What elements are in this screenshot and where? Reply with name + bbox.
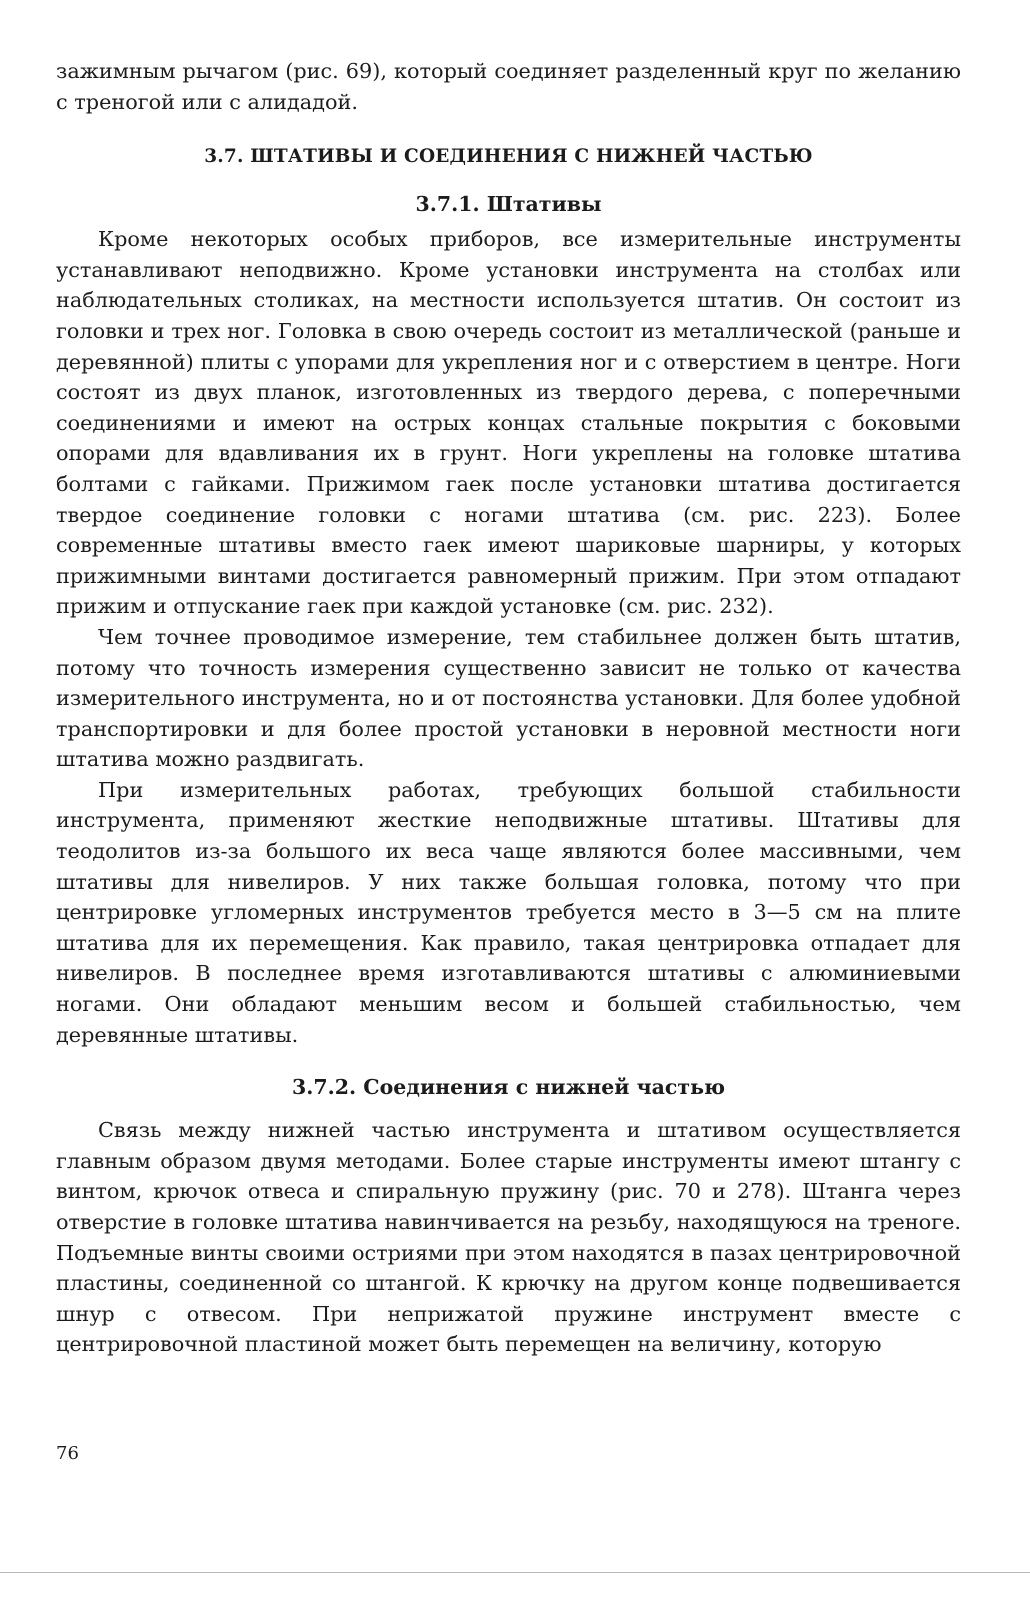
paragraph: Кроме некоторых особых приборов, все измерительные инструменты устанавливают неподвижно. Кроме установки инструмента на столбах или наблюдательных столиках, на местности используется штатив. Он состоит из головки и трех ног. Головка в свою очередь состоит из металлической (раньше и деревянной) плиты с упорами для укрепления ног и с отверстием в центре. Ноги состоят из двух планок, изготовленных из твердого дерева, с поперечными соединениями и имеют на острых концах стальные покрытия с боковыми опорами для вдавливания их в грунт. Ноги укреплены на головке штатива болтами с гайками. Прижимом гаек после установки штатива достигается твердое соединение головки с ногами штатива (см. рис. 223). Более современные штативы вместо гаек имеют шариковые шарниры, у которых прижимными винтами достигается равномерный прижим. При этом отпадают прижим и отпускание гаек при каждой установке (см. рис. 232). <box>56 227 961 619</box>
page-body <box>56 56 961 1360</box>
intro-paragraph: зажимным рычагом (рис. 69), который соединяет разделенный круг по желанию с треногой или с алидадой. <box>56 59 961 114</box>
page-number: 76 <box>56 1443 79 1464</box>
paragraph: Связь между нижней частью инструмента и штативом осуществляется главным образом двумя методами. Более старые инструменты имеют штангу с винтом, крючок отвеса и спиральную пружину (рис. 70 и 278). Штанга через отверстие в головке штатива навинчивается на резьбу, находящуюся на треноге. Подъемные винты своими остриями при этом находятся в пазах центрировочной пластины, соединенной со штангой. К крючку на другом конце подвешивается шнур с отвесом. При неприжатой пружине инструмент вместе с центрировочной пластиной может быть перемещен на величину, которую <box>56 1118 961 1357</box>
section-heading: 3.7. ШТАТИВЫ И СОЕДИНЕНИЯ С НИЖНЕЙ ЧАСТЬЮ <box>204 146 813 168</box>
paragraph: При измерительных работах, требующих большой стабильности инструмента, применяют жесткие неподвижные штативы. Штативы для теодолитов из-за большого их веса чаще являются более массивными, чем штативы для нивелиров. У них также большая головка, потому что при центрировке угломерных инструментов требуется место в 3—5 см на плите штатива для их перемещения. Как правило, такая центрировка отпадает для нивелиров. В последнее время изготавливаются штативы с алюминиевыми ногами. Они обладают меньшим весом и большей стабильностью, чем деревянные штативы. <box>56 777 961 1047</box>
subsection-heading-tripods: 3.7.1. Штативы <box>415 192 602 217</box>
subsection-heading-connections: 3.7.2. Соединения с нижней частью <box>291 1075 726 1100</box>
page-edge-divider <box>0 1572 1030 1573</box>
paragraph: Чем точнее проводимое измерение, тем стабильнее должен быть штатив, потому что точность измерения существенно зависит не только от качества измерительного инструмента, но и от постоянства установки. Для более удобной транспортировки и для более простой установки в неровной местности ноги штатива можно раздвигать. <box>56 624 961 772</box>
